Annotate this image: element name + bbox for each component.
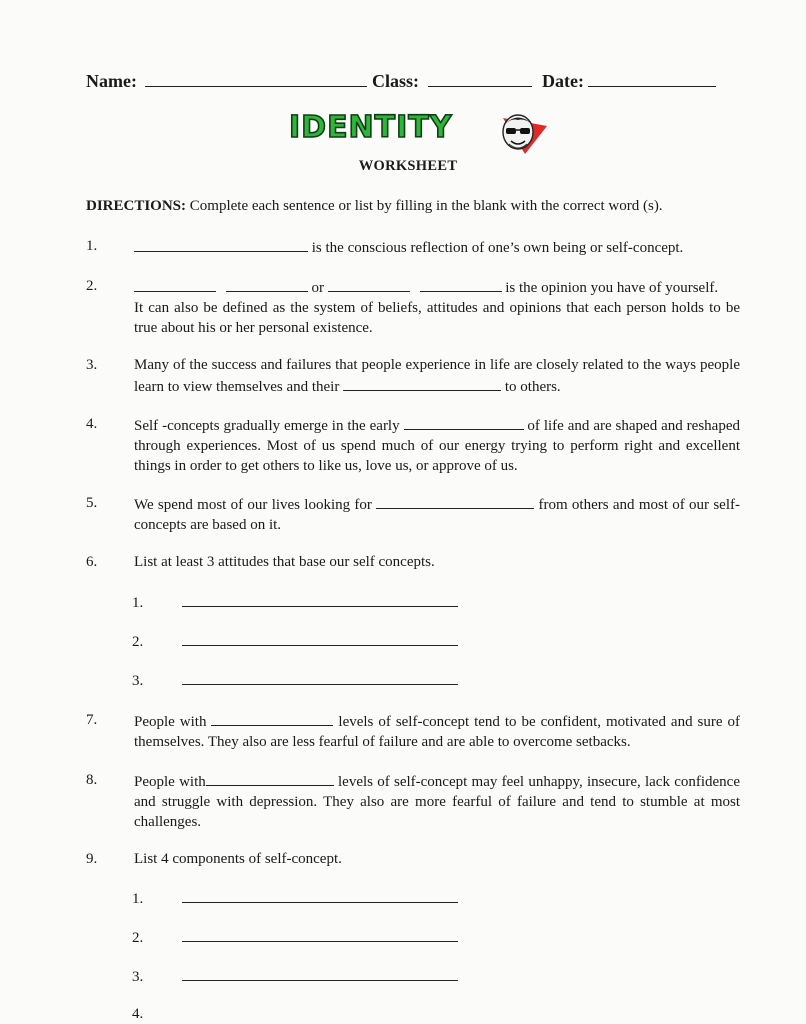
- question-number: 3.: [86, 357, 98, 373]
- answer-blank[interactable]: [182, 632, 458, 646]
- question-number: 1.: [86, 238, 98, 254]
- list-number: 3.: [132, 969, 144, 985]
- answer-blank[interactable]: [182, 593, 458, 607]
- directions-label: DIRECTIONS:: [86, 198, 187, 214]
- question-text: We spend most of our lives looking for: [134, 497, 377, 513]
- question-2: [86, 276, 746, 338]
- list-item: [132, 928, 458, 947]
- class-label: Class:: [371, 71, 419, 91]
- question-text: is the conscious reflection of one’s own being or self-concept.: [308, 240, 684, 256]
- question-text: Self -concepts gradually emerge in the early: [134, 418, 404, 434]
- list-number: 1.: [132, 891, 144, 907]
- worksheet-subtitle: WORKSHEET: [358, 158, 458, 174]
- question-text: List at least 3 attitudes that base our self concepts.: [134, 554, 435, 570]
- question-text-end: levels of self-concept may feel unhappy, insecure, lack confidence and struggle with depression. They also are more fearful of failure and tend to stumble at most challenges.: [134, 774, 740, 830]
- question-number: 8.: [86, 772, 98, 788]
- answer-blank[interactable]: [182, 928, 458, 942]
- list-number: 3.: [132, 673, 144, 689]
- name-field[interactable]: [145, 70, 367, 87]
- date-label: Date:: [542, 71, 584, 91]
- list-item: [132, 889, 458, 908]
- list-item: [132, 671, 458, 690]
- question-text-or: or: [307, 280, 328, 296]
- list-item: [132, 632, 458, 651]
- question-number: 6.: [86, 554, 98, 570]
- answer-blank[interactable]: [328, 276, 410, 292]
- question-number: 2.: [86, 278, 98, 294]
- answer-blank[interactable]: [376, 493, 534, 509]
- cartoon-face-icon: [503, 115, 547, 154]
- answer-blank[interactable]: [182, 889, 458, 903]
- answer-blank[interactable]: [420, 276, 502, 292]
- identity-logo-graphic: [285, 106, 555, 158]
- list-item: [132, 1006, 182, 1023]
- answer-blank[interactable]: [134, 276, 216, 292]
- answer-blank[interactable]: [206, 770, 334, 786]
- identity-logo: [285, 106, 555, 156]
- list-number: 4.: [132, 1006, 144, 1022]
- header-row: [86, 70, 716, 92]
- answer-blank[interactable]: [134, 236, 308, 252]
- answer-blank[interactable]: [343, 375, 501, 391]
- question-text: is the opinion you have of yourself.: [501, 280, 719, 296]
- question-text-continued: It can also be defined as the system of beliefs, attitudes and opinions that each person holds to be true about his or her personal existence.: [134, 300, 740, 336]
- list-item: [132, 967, 458, 986]
- list-number: 2.: [132, 930, 144, 946]
- question-number: 4.: [86, 416, 98, 432]
- answer-blank[interactable]: [226, 276, 308, 292]
- question-number: 5.: [86, 495, 98, 511]
- question-text-end: to others.: [501, 379, 561, 395]
- question-text-end: from others and most of our self-concepts are based on it.: [134, 497, 740, 533]
- directions: [86, 198, 736, 215]
- identity-logo-text: IDENTITY: [289, 110, 453, 145]
- answer-blank[interactable]: [182, 967, 458, 981]
- date-field[interactable]: [588, 70, 716, 87]
- name-label: Name:: [86, 71, 137, 91]
- question-text-end: levels of self-concept tend to be confident, motivated and sure of themselves. They also are less fearful of failure and are able to overcome setbacks.: [134, 714, 741, 750]
- question-text: List 4 components of self-concept.: [134, 851, 342, 867]
- list-item: [132, 593, 458, 612]
- question-number: 9.: [86, 851, 98, 867]
- question-text: People with: [134, 714, 212, 730]
- answer-blank[interactable]: [182, 671, 458, 685]
- question-number: 7.: [86, 712, 98, 728]
- directions-text: Complete each sentence or list by filling in the blank with the correct word (s).: [186, 198, 663, 214]
- question-text-end: of life and are shaped and reshaped through experiences. Most of us spend much of our energy trying to perform right and excellent things in order to get others to like us, love us, or approve of us.: [134, 418, 740, 474]
- list-number: 2.: [132, 634, 144, 650]
- answer-blank[interactable]: [211, 710, 333, 726]
- list-number: 1.: [132, 595, 144, 611]
- question-text: People with: [134, 774, 206, 790]
- class-field[interactable]: [428, 70, 532, 87]
- answer-blank[interactable]: [404, 414, 524, 430]
- question-text: Many of the success and failures that people experience in life are closely related to the ways people learn to view themselves and their: [134, 357, 740, 395]
